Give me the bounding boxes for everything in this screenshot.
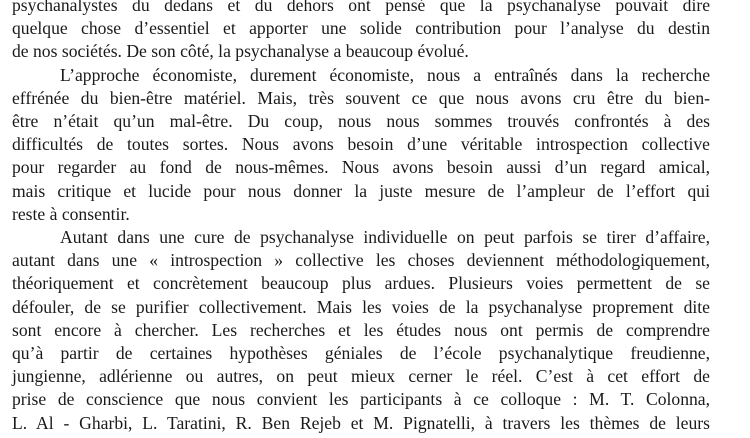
text-line: quelque chose d’essentiel et apporter une solide contribution pour l’analyse du destin	[12, 18, 710, 39]
text-line: être n’était qu’un mal-être. Du coup, nous nous sommes trouvés confrontés à des	[12, 111, 710, 131]
text-line: Autant dans une cure de psychanalyse individuelle on peut parfois se tirer d’affaire,	[60, 227, 710, 247]
text-line: qu’à partir de certaines hypothèses géniales de l’école psychanalytique freudienne,	[12, 343, 710, 363]
text-line: L. Al - Gharbi, L. Taratini, R. Ben Rejeb et M. Pignatelli, à travers les thèmes de leurs	[12, 412, 710, 433]
text-line: jungienne, adlérienne ou autres, on peut mieux cerner le réel. C’est à cet effort de	[12, 366, 710, 387]
text-line: mais critique et lucide pour nous donner la juste mesure de l’ampleur de l’effort qui	[12, 180, 710, 201]
text-line: défouler, de se purifier collectivement. Mais les voies de la psychanalyse proprement dite	[12, 296, 710, 317]
text-line: effrénée du bien-être matériel. Mais, très souvent ce que nous avons cru être du bien-	[12, 87, 710, 108]
text-line: psychanalystes du dedans et du dehors ont pensé que la psychanalyse pouvait dire	[12, 0, 710, 15]
text-line: théoriquement et concrètement beaucoup plus ardues. Plusieurs voies permettent de se	[12, 273, 710, 294]
text-line: difficultés de toutes sortes. Nous avons besoin d’une véritable introspection collective	[12, 134, 710, 155]
text-line: L’approche économiste, durement économiste, nous a entraînés dans la recherche	[60, 64, 710, 85]
text-line: prise de conscience que nous convient les participants à ce colloque : M. T. Colonna,	[12, 389, 710, 410]
text-line: reste à consentir.	[12, 203, 130, 224]
text-line: autant dans une « introspection » collective les choses deviennent méthodologiquement,	[12, 250, 710, 271]
text-line: de nos sociétés. De son côté, la psychanalyse a beaucoup évolué.	[12, 41, 469, 62]
text-line: pour regarder au fond de nous-mêmes. Nous avons besoin aussi d’un regard amical,	[12, 157, 710, 178]
text-line: sont encore à chercher. Les recherches et les études nous ont permis de comprendre	[12, 319, 710, 340]
